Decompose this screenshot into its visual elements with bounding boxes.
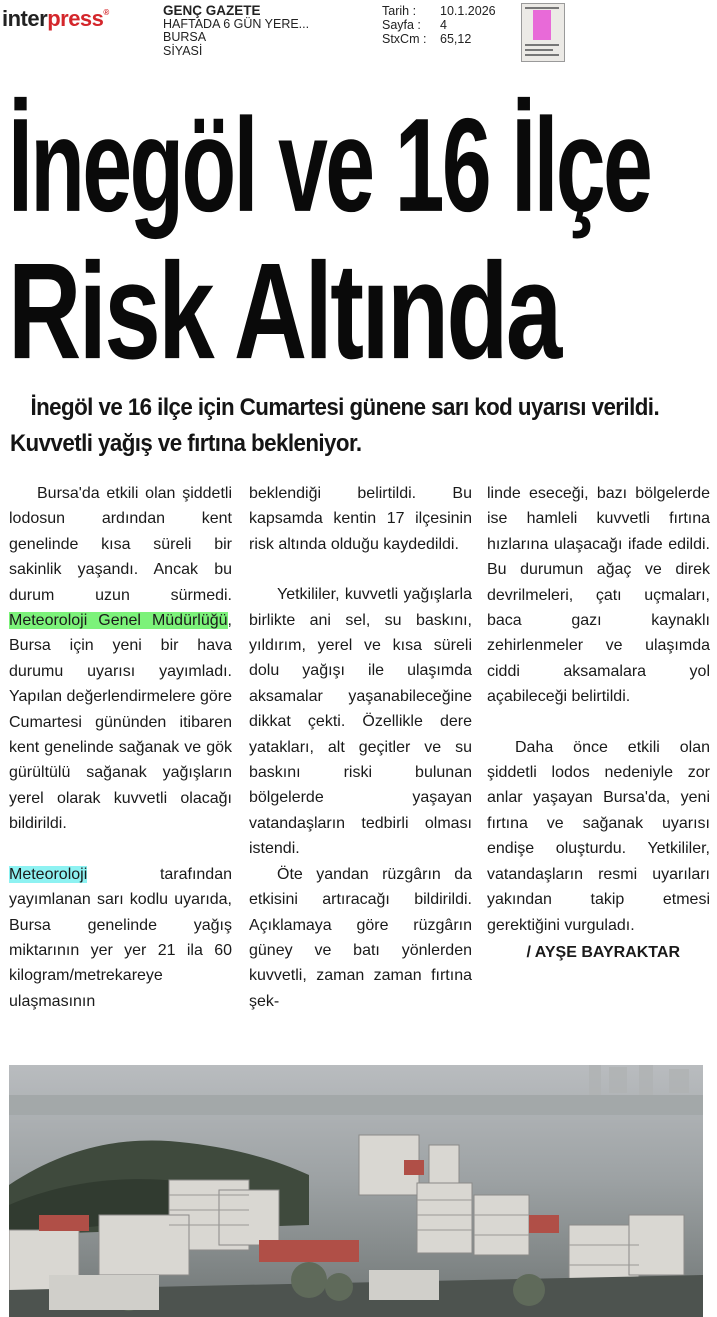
publication-frequency: HAFTADA 6 GÜN YERE... [163,16,310,31]
thumbnail-highlight [533,10,551,40]
headline-line-2: Risk Altında [8,235,560,389]
headline-line-1: İnegöl ve 16 İlçe [8,91,651,241]
paragraph: Yetkililer, kuvvetli yağışlarla birlikte ani sel, su baskını, yıldırım, yerel ve kısa süreli dolu yağışı ile ulaşımda aksamalar yaşanabileceğine dikkat çekti. Özellikle dere yatakları, alt geçitler ve su baskını riski bulunan bölgelerde yaşayan vatandaşların tedbirli olması istendi. [249,586,472,858]
publication-category: SİYASİ [163,43,203,58]
paragraph: Öte yandan rüzgârın da etkisini artıracağı bildirildi. Açıklamaya göre rüzgârın güney ve batı yönlerden kuvvetli, zaman zaman fırtına şek- [249,865,472,1010]
stxcm-value: 65,12 [440,32,472,46]
page-label: Sayfa : [382,18,421,32]
date-row [382,4,496,18]
article-column-3 [487,481,710,965]
article-column-1 [9,481,232,1014]
highlight-meteoroloji: Meteoroloji [9,865,88,883]
publication-info [163,4,309,58]
page-row [382,18,496,32]
clip-details [382,4,496,46]
subheadline-line-2: Kuvvetli yağış ve fırtına bekleniyor. [10,430,362,457]
publication-city: BURSA [163,30,207,44]
date-value: 10.1.2026 [440,4,496,18]
date-label: Tarih : [382,4,417,18]
city-aerial-photo [9,1065,703,1317]
logo-main-text: inter [2,6,48,31]
subheadline-line-1: İnegöl ve 16 ilçe için Cumartesi günene sarı kod uyarısı verildi. [30,394,660,421]
paragraph: Daha önce etkili olan şiddetli lodos nedeniyle zor anlar yaşayan Bursa'da, yeni fırtına ve sağanak uyarısı endişe oluşturdu. Yetkililer, vatandaşların resmi uyarıları yakından takip etmesi gerektiğini vurguladı. [487,738,710,934]
city-aerial-illustration [9,1065,703,1317]
stxcm-label: StxCm : [382,32,427,46]
clipping-header [0,0,717,66]
subheadline [10,390,705,462]
publication-name: GENÇ GAZETE [163,3,261,18]
paragraph: beklendiği belirtildi. Bu kapsamda kentin 17 ilçesinin risk altında olduğu kaydedildi. [249,485,472,553]
registered-mark: ® [103,8,109,17]
page-thumbnail [521,3,565,62]
highlight-meteoroloji-genel-mudurlugu: Meteoroloji Genel Müdürlüğü [9,612,228,630]
paragraph: linde eseceği, bazı bölgelerde ise hamleli kuvvetli fırtına hızlarına ulaşacağı ifade edildi. Bu durumun ağaç ve direk devrilmeleri, çatı uçmaları, baca gazı kaynaklı zehirlenmeler ve ulaşımda ciddi aksamalara yol açabileceği belirtildi. [487,485,710,706]
stxcm-row [382,32,496,46]
paragraph: Meteoroloji tarafından yayımlanan sarı kodlu uyarıda, Bursa genelinde yağış miktarının yer yer 21 ila 60 kilogram/metrekareye ulaşmasının [9,865,232,1010]
logo-accent-text: press [47,6,104,31]
headline [8,88,708,389]
interpress-logo [2,6,109,32]
article-column-2 [249,481,472,1014]
paragraph: Bursa'da etkili olan şiddetli lodosun ardından kent genelinde kısa süreli bir sakinlik yaşandı. Ancak bu durum uzun sürmedi. Meteoroloji Genel Müdürlüğü, Bursa için yeni bir hava durumu uyarısı yayımladı. Yapılan değerlendirmelere göre Cumartesi gününden itibaren kent genelinde sağanak ve gök gürültülü sağanak yağışların yerel olarak kuvvetli olacağı bildirildi. [9,485,232,833]
author-byline: / AYŞE BAYRAKTAR [526,943,680,961]
page-value: 4 [440,18,447,32]
